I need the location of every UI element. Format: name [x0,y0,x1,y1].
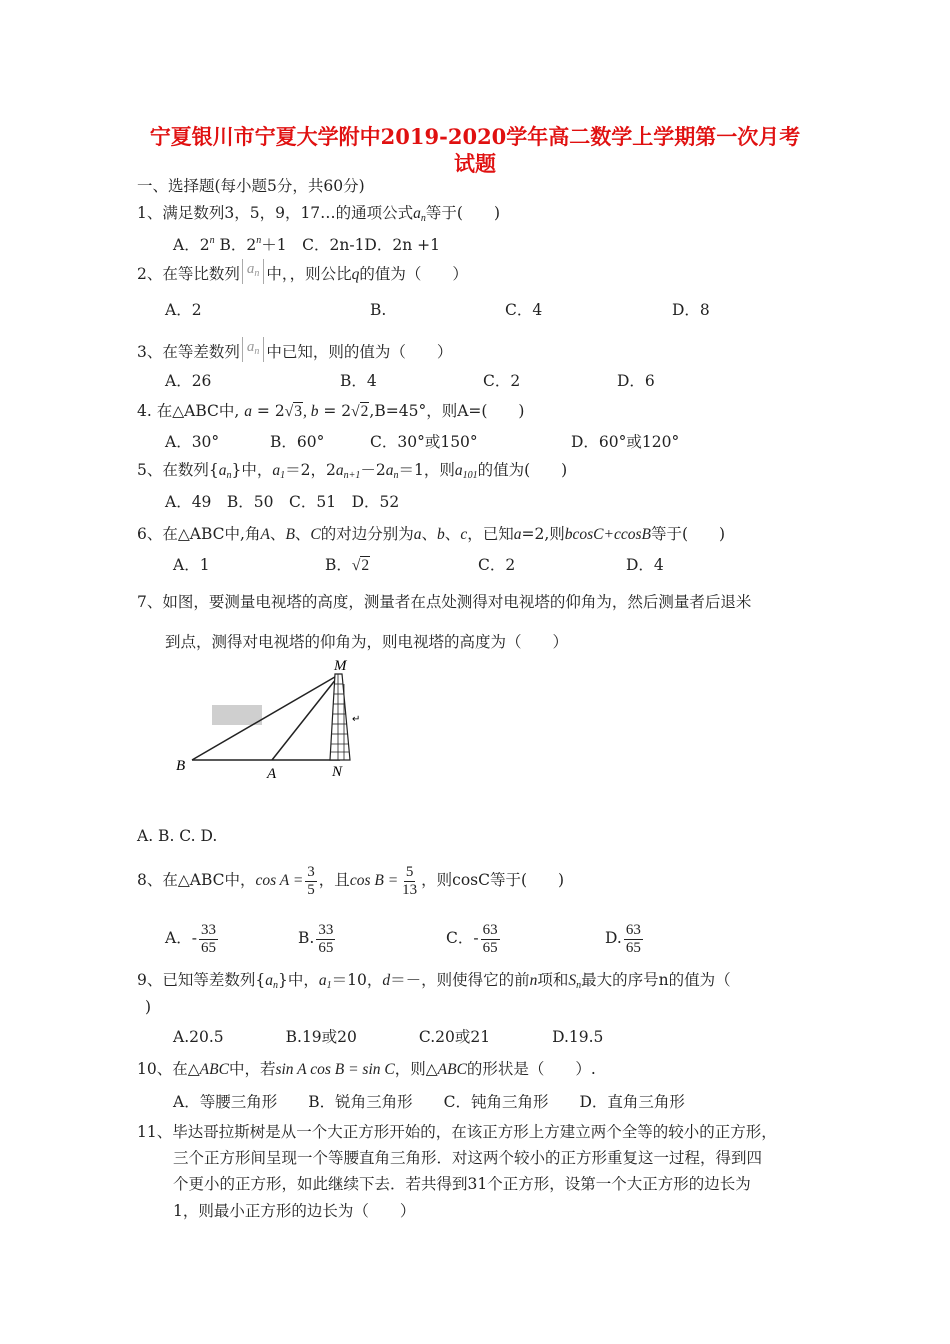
q3-option-a: A．26 [165,372,212,390]
q6-option-a: A．1 [173,556,210,574]
sequence-icon: $a_n$ [242,337,265,362]
question-11-line2: 三个正方形间呈现一个等腰直角三角形．对这两个较小的正方形重复这一过程，得到四 [173,1149,763,1167]
question-11-line1: 11、毕达哥拉斯树是从一个大正方形开始的，在该正方形上方建立两个全等的较小的正方形， [137,1123,777,1141]
tower-figure [172,660,382,785]
label-a: A [267,766,277,782]
question-9-line2: ) [145,998,152,1016]
question-11-line4: 1，则最小正方形的边长为（ ） [173,1202,416,1220]
sequence-icon: $a_n$ [242,259,265,284]
q3-option-c: C．2 [483,372,521,390]
q6-option-d: D．4 [626,556,664,574]
question-6: 6、在△ABC中,角A、B、C的对边分别为a、b、c，已知a=2,则bcosC+ccosB等于( ) [137,525,726,543]
blurred-label [212,705,262,725]
q2-option-a: A．2 [165,301,202,319]
question-10: 10、在△ABC中，若sin A cos B = sin C，则△ABC的形状是（ ）. [137,1060,596,1078]
label-b: B [176,758,186,774]
q4-option-d: D．60°或120° [571,433,680,451]
q8-option-a: A．- $\frac{33}{65}$ [165,921,216,956]
q8-option-d: D. $\frac{63}{65}$ [605,921,641,956]
q3-option-d: D．6 [617,372,655,390]
question-9: 9、已知等差数列$\{a_n\}$中，$a_1=10$，d＝－，则使得它的前n项和$S_n$最大的序号n的值为（ [137,971,731,991]
q2-option-b: B. [370,301,387,319]
q4-option-c: C．30°或150° [370,433,478,451]
svg-text:↵: ↵ [352,714,361,725]
page-title: 宁夏银川市宁夏大学附中2019-2020学年高二数学上学期第一次月考 [149,124,801,149]
question-7-line1: 7、如图，要测量电视塔的高度，测量者在点处测得对电视塔的仰角为，然后测量者后退米 [137,593,752,611]
question-2: 2、在等比数列 $a_n$ 中，，则公比q的值为（ ） [137,261,468,283]
page-title-line2: 试题 [454,151,496,176]
q4-option-a: A．30° [165,433,220,451]
q3-option-b: B．4 [340,372,377,390]
question-3: 3、在等差数列 $a_n$ 中已知，则的值为（ ） [137,339,453,361]
q4-option-b: B．60° [270,433,325,451]
q8-option-b: B. $\frac{33}{65}$ [298,921,334,956]
label-n: N [332,764,343,780]
q10-options: A．等腰三角形 B．锐角三角形 C．钝角三角形 D．直角三角形 [173,1093,685,1111]
q2-option-d: D．8 [672,301,710,319]
question-8: 8、在△ABC中，cos A = $\frac{3}{5}$ ，且cos B = $\frac{5}{13}$ ，则cosC等于( ) [137,863,565,898]
q5-options: A．49 B．50 C．51 D．52 [165,493,400,511]
q6-option-c: C．2 [478,556,516,574]
question-1-options: A．2$^n$ B．$2^n+1$ C．2n-1D．2n +1 [173,235,440,254]
q8-option-c: C．- $\frac{63}{65}$ [446,921,498,956]
question-1: 1、满足数列3，5，9，17…的通项公式$a_n$等于( ) [137,204,501,224]
q2-option-c: C．4 [505,301,543,319]
q6-option-b: B．√2 [325,556,370,574]
q9-options: A.20.5 B.19或20 C.20或21 D.19.5 [173,1028,604,1046]
question-4: 4. 在△ABC中, a = 2√3, b = 2√2,B=45°，则A=( ) [137,402,525,420]
q7-options: A. B. C. D. [137,827,218,845]
question-7-line2: 到点，测得对电视塔的仰角为，则电视塔的高度为（ ） [165,633,569,651]
section-heading: 一、选择题(每小题5分，共60分) [137,177,365,195]
question-11-line3: 个更小的正方形，如此继续下去．若共得到31个正方形，设第一个大正方形的边长为 [173,1175,751,1193]
label-m: M [334,660,347,674]
question-5: 5、在数列$\{a_n\}$中，$a_1=2$，$2a_{n+1}-2a_n=1$，则$a_{101}$的值为( ) [137,461,568,481]
